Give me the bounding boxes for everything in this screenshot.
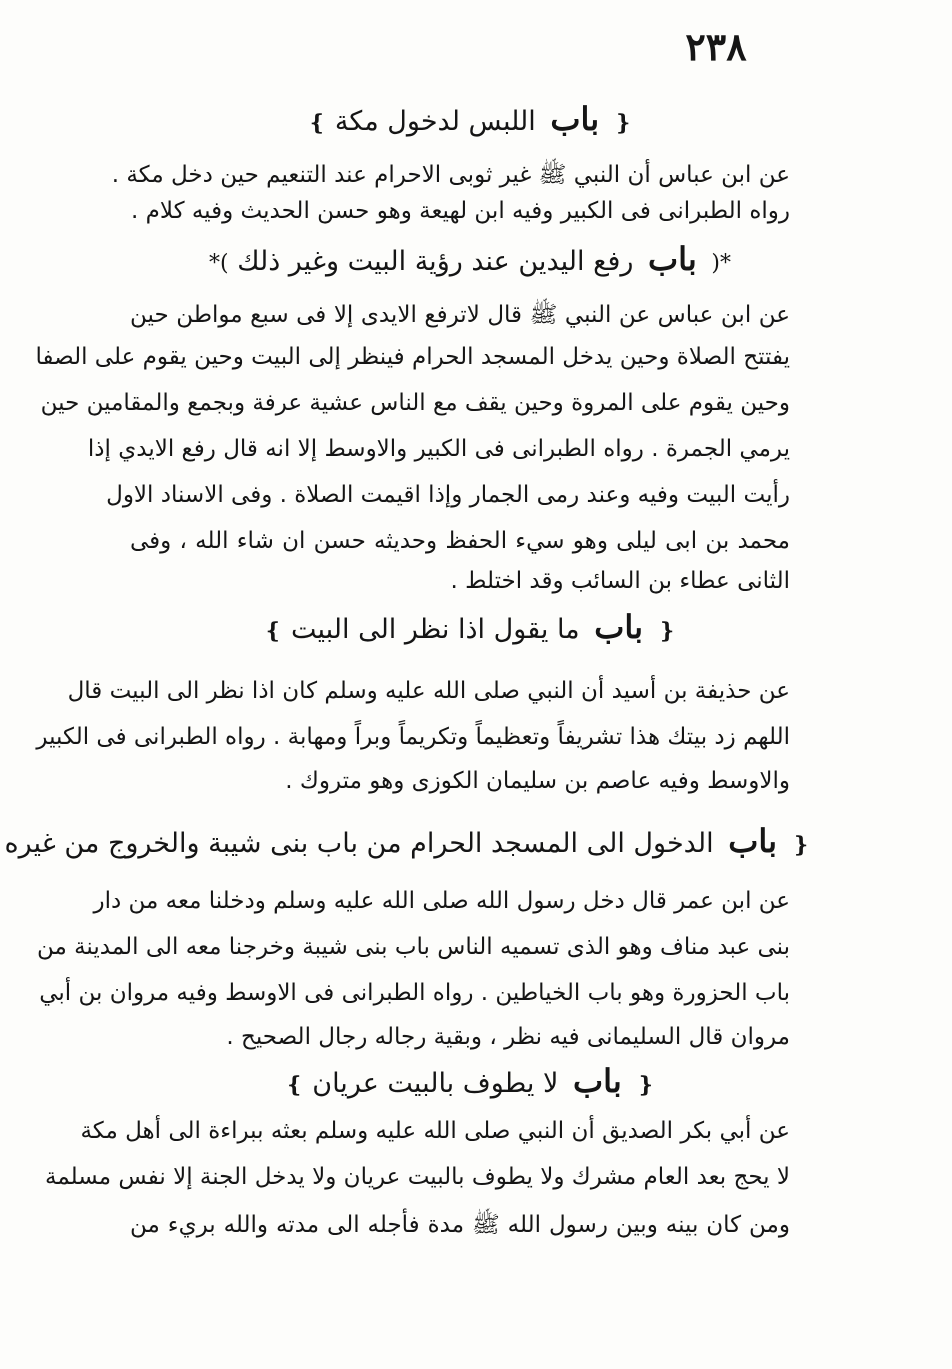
text-line: اللهم زد بيتك هذا تشريفاً وتعظيماً وتكريماً وبراً ومهابة . رواه الطبرانى فى الكبير [36,724,790,750]
heading-ornament-close: )* [209,251,229,276]
heading-ornament-open: ❴ [791,833,810,858]
text-line: عن أبي بكر الصديق أن النبي صلى الله عليه وسلم بعثه ببراءة الى أهل مكة [80,1118,790,1144]
text-line: عن ابن عباس أن النبي ﷺ غير ثوبى الاحرام عند التنعيم حين دخل مكة . [111,162,790,188]
section-heading-2 [130,240,810,278]
heading-bab: باب [572,1062,622,1100]
section-heading-4 [4,822,810,860]
heading-text: رفع اليدين عند رؤية البيت وغير ذلك [237,246,634,277]
text-line: والاوسط وفيه عاصم بن سليمان الكوزى وهو متروك . [285,768,790,794]
heading-text: الدخول الى المسجد الحرام من باب بنى شيبة والخروج من غيره [4,828,714,859]
heading-ornament-close: ❵ [263,619,283,644]
text-line: وحين يقوم على المروة وحين يقف مع الناس عشية عرفة وبجمع والمقامين حين [40,390,790,416]
heading-ornament-open: ❴ [657,619,677,644]
section-heading-3 [130,608,810,646]
heading-ornament-open: ❴ [613,111,633,136]
page-number: ٢٣٨ [685,24,747,69]
heading-ornament-open: *( [711,251,731,276]
heading-ornament-close: ❵ [307,111,327,136]
heading-bab: باب [647,240,697,278]
text-line: باب الحزورة وهو باب الخياطين . رواه الطبرانى فى الاوسط وفيه مروان بن أبي [39,980,790,1006]
text-line: عن ابن عباس عن النبي ﷺ قال لاترفع الايدى إلا فى سبع مواطن حين [130,302,790,328]
heading-ornament-open: ❴ [636,1073,655,1098]
text-line: مروان قال السليمانى فيه نظر ، وبقية رجاله رجال الصحيح . [226,1024,790,1050]
heading-ornament-close: ❵ [285,1073,304,1098]
text-line: الثانى عطاء بن السائب وقد اختلط . [450,568,790,594]
section-heading-1 [130,100,810,138]
text-line: بنى عبد مناف وهو الذى تسميه الناس باب بنى شيبة وخرجنا معه الى المدينة من [36,934,790,960]
heading-bab: باب [728,822,777,860]
text-line: رأيت البيت وفيه وعند رمى الجمار وإذا اقيمت الصلاة . وفى الاسناد الاول [106,482,790,508]
text-line: عن ابن عمر قال دخل رسول الله صلى الله عليه وسلم ودخلنا معه من دار [93,888,790,914]
heading-text: اللبس لدخول مكة [334,106,536,137]
heading-bab: باب [550,100,600,138]
text-line: لا يحج بعد العام مشرك ولا يطوف بالبيت عريان ولا يدخل الجنة إلا نفس مسلمة [45,1164,790,1190]
heading-text: لا يطوف بالبيت عريان [312,1068,559,1099]
text-line: عن حذيفة بن أسيد أن النبي صلى الله عليه وسلم كان اذا نظر الى البيت قال [67,678,790,704]
text-line: يفتتح الصلاة وحين يدخل المسجد الحرام فينظر إلى البيت وحين يقوم على الصفا [35,344,790,370]
text-line: ومن كان بينه وبين رسول الله ﷺ مدة فأجله الى مدته والله بريء من [130,1212,790,1238]
heading-text: ما يقول اذا نظر الى البيت [290,614,580,645]
text-line: محمد بن ابى ليلى وهو سيء الحفظ وحديثه حسن ان شاء الله ، وفى [130,528,790,554]
text-line: رواه الطبرانى فى الكبير وفيه ابن لهيعة وهو حسن الحديث وفيه كلام . [131,198,790,224]
heading-bab: باب [594,608,644,646]
text-line: يرمي الجمرة . رواه الطبرانى فى الكبير والاوسط إلا انه قال رفع الايدي إذا [87,436,790,462]
section-heading-5 [130,1062,810,1100]
